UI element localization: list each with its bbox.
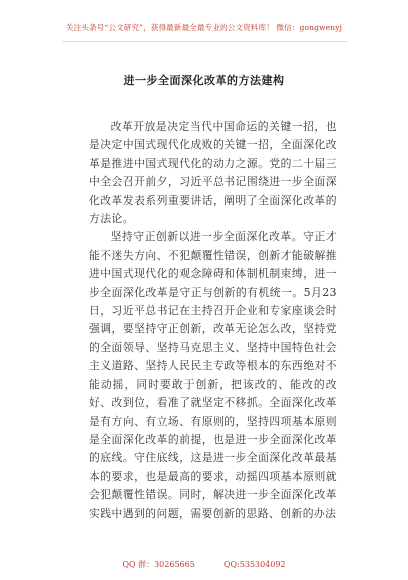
header-divider bbox=[62, 41, 348, 42]
page-footer bbox=[0, 559, 408, 570]
footer-qq: QQ:535304092 bbox=[223, 560, 286, 569]
page-header-note: 关注头条号“公文研究”，获得最新最全最专业的公文资料库！ 微信：gongwenyj bbox=[65, 23, 343, 32]
document-title: 进一步全面深化改革的方法建构 bbox=[123, 74, 285, 87]
footer-qq-group: QQ 群：30265665 bbox=[122, 560, 195, 569]
paragraph-2: 坚持守正创新以进一步全面深化改革。守正才能不迷失方向、不犯颠覆性错误，创新才能破解推进中国式现代化的观念障碍和体制机制束缚，进一步全面深化改革是守正与创新的有机统一。5月23日，习近平总书记在主持召开企业和专家座谈会时强调，要坚持守正创新，改革无论怎么改，坚持党的全面领导、坚持马克思主义、坚持中国特色社会主义道路、坚持人民民主专政等根本的东西绝对不能动摇，同时要敢于创新，把该改的、能改的改好、改到位，看准了就坚定不移抓。全面深化改革是有方向、有立场、有原则的，坚持四项基本原则是全面深化改革的前提，也是进一步全面深化改革的底线。守住底线，这是进一步全面深化改革最基本的要求，也是最高的要求，动摇四项基本原则就会犯颠覆性错误。同时，解决进一步全面深化改革实践中遇到的问题，需要创新的思路、创新的办法 bbox=[89, 230, 337, 520]
document-body bbox=[89, 118, 337, 550]
paragraph-1: 改革开放是决定当代中国命运的关键一招，也是决定中国式现代化成败的关键一招，全面深化改革是推进中国式现代化的动力之源。党的二十届三中全会召开前夕，习近平总书记围绕进一步全面深化改革发表系列重要讲话，阐明了全面深化改革的方法论。 bbox=[89, 120, 337, 226]
